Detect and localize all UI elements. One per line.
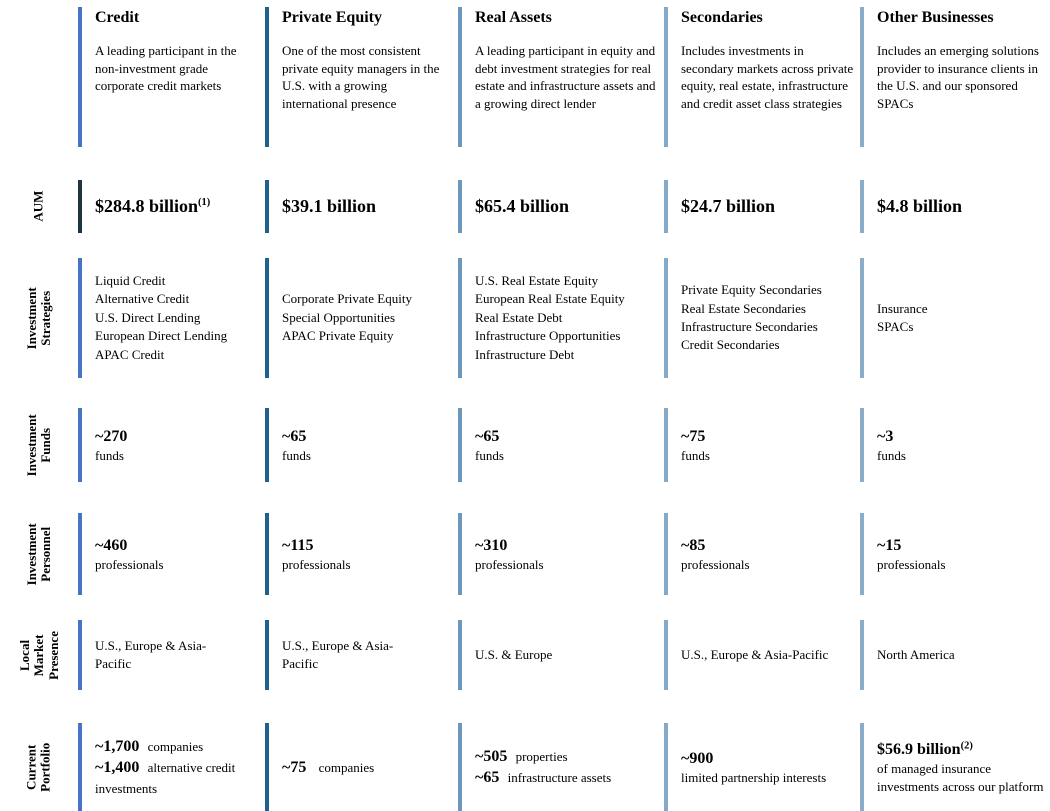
personnel-count: ~85: [681, 536, 706, 554]
personnel-unit: professionals: [681, 556, 750, 572]
presence-text: Pacific: [282, 656, 319, 671]
segment-title: Real Assets: [475, 9, 552, 26]
strategy-item: APAC Private Equity: [282, 328, 394, 344]
row-label-text: Investment: [23, 286, 39, 350]
strategy-item: U.S. Real Estate Equity: [475, 272, 599, 288]
column-header-credit: [78, 7, 265, 147]
row-label-text: Current: [23, 744, 39, 790]
portfolio-item: [877, 739, 1044, 794]
strategy-item: Infrastructure Opportunities: [475, 328, 621, 344]
row-label-text: Portfolio: [38, 742, 53, 792]
portfolio-value: ~65: [475, 769, 500, 786]
portfolio-item: [95, 757, 259, 799]
portfolio-value: ~505: [475, 748, 508, 765]
funds-cell-real-assets: [458, 408, 664, 482]
strategy-item: Private Equity Secondaries: [681, 282, 822, 298]
funds-count: ~3: [877, 427, 894, 445]
strategies-cell-real-assets: [458, 258, 664, 378]
header-label-spacer: [0, 7, 78, 147]
aum-value: $39.1 billion: [282, 195, 377, 216]
row-label-text: Strategies: [37, 290, 53, 346]
portfolio-cell-real-assets: [458, 723, 664, 811]
row-label-text: Investment: [23, 413, 39, 477]
funds-unit: funds: [282, 447, 311, 463]
segment-description: Includes investments in secondary markets across private equity, real estate, infrastructure and credit asset class strategies: [681, 43, 854, 111]
portfolio-label: of managed insurance investments across our platform: [877, 761, 1044, 794]
strategy-item: SPACs: [877, 319, 914, 334]
funds-count: ~270: [95, 427, 128, 445]
segment-title: Private Equity: [282, 9, 382, 26]
segment-description: A leading participant in equity and debt investment strategies for real estate and infrastructure assets and a growing direct lender: [475, 43, 656, 111]
portfolio-item: [681, 748, 854, 786]
portfolio-cell-private-equity: [265, 723, 458, 811]
strategy-item: Insurance: [877, 300, 928, 316]
personnel-cell-other-businesses: [860, 513, 1050, 595]
funds-count: ~65: [282, 427, 307, 445]
portfolio-label: alternative credit investments: [95, 759, 236, 796]
portfolio-item: [475, 746, 658, 767]
portfolio-label: limited partnership interests: [681, 769, 827, 785]
portfolio-value: ~1,400: [95, 758, 140, 776]
row-label-local-market-presence: [0, 620, 78, 690]
personnel-unit: professionals: [95, 556, 164, 572]
strategy-item: Liquid Credit: [95, 272, 166, 288]
strategy-item: Infrastructure Secondaries: [681, 319, 818, 334]
portfolio-value: ~1,700: [95, 737, 140, 755]
funds-cell-credit: [78, 408, 265, 482]
row-label-text: Personnel: [37, 526, 53, 582]
aum-cell-secondaries: [664, 180, 860, 233]
row-label-text: Funds: [37, 427, 53, 463]
funds-count: ~65: [475, 427, 500, 445]
strategy-item: Special Opportunities: [282, 309, 396, 325]
segment-description: A leading participant in the non-investment grade corporate credit markets: [95, 43, 237, 94]
aum-cell-other-businesses: [860, 180, 1050, 233]
presence-cell-private-equity: [265, 620, 458, 690]
row-label-investment-funds: [0, 408, 78, 482]
personnel-unit: professionals: [877, 556, 946, 572]
strategies-cell-credit: [78, 258, 265, 378]
presence-cell-other-businesses: [860, 620, 1050, 690]
segment-title: Credit: [95, 9, 140, 26]
strategy-item: APAC Credit: [95, 346, 165, 362]
portfolio-value: ~75: [282, 758, 307, 776]
personnel-unit: professionals: [475, 556, 544, 572]
segment-description: One of the most consistent private equity managers in the U.S. with a growing international presence: [282, 43, 440, 111]
presence-cell-secondaries: [664, 620, 860, 690]
personnel-cell-secondaries: [664, 513, 860, 595]
funds-unit: funds: [95, 447, 124, 463]
personnel-unit: professionals: [282, 556, 351, 572]
portfolio-label: companies: [147, 738, 204, 754]
funds-unit: funds: [877, 447, 906, 463]
funds-cell-secondaries: [664, 408, 860, 482]
strategy-item: Real Estate Secondaries: [681, 300, 806, 316]
personnel-cell-private-equity: [265, 513, 458, 595]
row-label-text: Local: [16, 639, 32, 671]
segment-description: Includes an emerging solutions provider to insurance clients in the U.S. and our sponsored SPACs: [877, 43, 1039, 111]
funds-count: ~75: [681, 427, 706, 445]
funds-row: [0, 408, 1050, 482]
aum-cell-real-assets: [458, 180, 664, 233]
column-header-real-assets: [458, 7, 664, 147]
strategy-item: Infrastructure Debt: [475, 346, 575, 362]
presence-text: U.S., Europe & Asia-: [282, 638, 394, 654]
personnel-count: ~15: [877, 536, 902, 554]
row-label-text: Presence: [45, 630, 61, 680]
portfolio-cell-secondaries: [664, 723, 860, 811]
row-label-investment-personnel: [0, 513, 78, 595]
portfolio-label: infrastructure assets: [507, 770, 612, 785]
aum-value: $65.4 billion: [475, 195, 570, 216]
portfolio-row: [0, 723, 1050, 811]
strategy-item: Alternative Credit: [95, 291, 190, 307]
presence-text: U.S. & Europe: [475, 647, 553, 663]
aum-row: [0, 180, 1050, 233]
portfolio-cell-credit: [78, 723, 265, 811]
segment-header-row: [0, 7, 1050, 147]
column-header-secondaries: [664, 7, 860, 147]
footnote-marker: (2): [960, 741, 973, 753]
funds-unit: funds: [681, 447, 710, 463]
presence-text: U.S., Europe & Asia-: [95, 638, 207, 654]
funds-unit: funds: [475, 447, 504, 463]
segment-title: Other Businesses: [877, 9, 994, 26]
portfolio-value: ~900: [681, 749, 714, 767]
personnel-cell-credit: [78, 513, 265, 595]
portfolio-item: [95, 736, 259, 757]
strategies-row: [0, 258, 1050, 378]
strategy-item: Real Estate Debt: [475, 309, 563, 325]
personnel-cell-real-assets: [458, 513, 664, 595]
row-label-text: Market: [30, 634, 46, 676]
personnel-count: ~115: [282, 536, 314, 554]
presence-cell-credit: [78, 620, 265, 690]
portfolio-item: [282, 757, 452, 778]
row-label-text: AUM: [30, 190, 46, 223]
funds-cell-private-equity: [265, 408, 458, 482]
row-label-current-portfolio: [0, 723, 78, 811]
strategy-item: U.S. Direct Lending: [95, 309, 201, 325]
aum-cell-credit: [78, 180, 265, 233]
presence-text: North America: [877, 647, 955, 663]
portfolio-value: $56.9 billion$^{(2)}$: [877, 741, 973, 759]
personnel-row: [0, 513, 1050, 595]
aum-value: $284.8 billion$^{(1)}$: [95, 195, 211, 216]
personnel-count: ~310: [475, 536, 508, 554]
presence-row: [0, 620, 1050, 690]
funds-cell-other-businesses: [860, 408, 1050, 482]
presence-cell-real-assets: [458, 620, 664, 690]
strategy-item: Corporate Private Equity: [282, 291, 412, 307]
personnel-count: ~460: [95, 536, 128, 554]
aum-value: $24.7 billion: [681, 195, 776, 216]
portfolio-item: [475, 767, 658, 788]
presence-text: U.S., Europe & Asia-Pacific: [681, 647, 829, 663]
strategies-cell-private-equity: [265, 258, 458, 378]
segment-title: Secondaries: [681, 9, 763, 26]
row-label-investment-strategies: [0, 258, 78, 378]
presence-text: Pacific: [95, 656, 132, 671]
aum-value: $4.8 billion: [877, 195, 963, 216]
footnote-marker: (1): [198, 196, 211, 208]
portfolio-cell-other-businesses: [860, 723, 1050, 811]
column-header-private-equity: [265, 7, 458, 147]
strategy-item: European Direct Lending: [95, 328, 228, 344]
portfolio-label: properties: [515, 749, 568, 764]
aum-cell-private-equity: [265, 180, 458, 233]
strategies-cell-secondaries: [664, 258, 860, 378]
row-label-aum: [0, 180, 78, 233]
row-label-text: Investment: [23, 522, 39, 586]
strategy-item: Credit Secondaries: [681, 337, 780, 353]
strategies-cell-other-businesses: [860, 258, 1050, 378]
column-header-other-businesses: [860, 7, 1050, 147]
strategy-item: European Real Estate Equity: [475, 291, 625, 307]
portfolio-label: companies: [318, 759, 375, 775]
